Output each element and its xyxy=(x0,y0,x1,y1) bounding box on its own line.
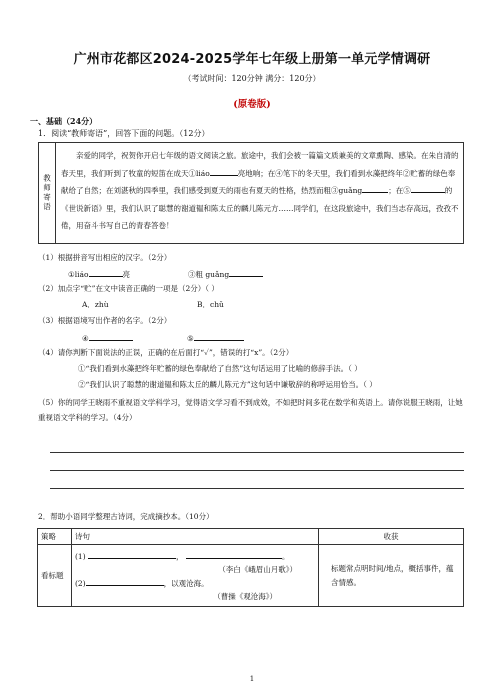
answer-a-suffix: 亮 xyxy=(122,270,131,279)
edition-tag: (原卷版) xyxy=(233,99,271,110)
passage-part-1: 亲爱的同学，祝贺你开启七年级的语文阅读之旅。旅途中，我们会被一篇篇文质兼美的文章熏陶、感染。在朱自清的春天里，我们听到了牧童的短笛在成天①liáo xyxy=(61,151,459,178)
author-5-blank[interactable] xyxy=(194,331,244,341)
poem-blank-1b[interactable] xyxy=(186,549,282,559)
author-4 xyxy=(82,331,133,343)
page-number: 1 xyxy=(249,675,255,683)
poem-blank-1a[interactable] xyxy=(88,549,176,559)
sub-question-1-answers xyxy=(68,267,130,280)
passage-part-4: 的《世说新语》里，我们认识了聪慧的谢道韫和陈太丘的麟儿陈元方……同学们，在这段旅途中，我们当志存高远，孜孜不倦，用奋斗书写自己的青春答卷！ xyxy=(61,186,459,230)
passage-part-2: 亮地响；在④笔下的冬天里，我们看到水藻把终年②贮蓄的绿色奉献给了自然；在刘湛秋的四季里，我们感受到夏天的雨也有夏天的性格，热烈而粗③guǎng xyxy=(61,168,456,195)
harvest-cell: 标题常点明时间/地点，概括事件，蕴含情感。 xyxy=(319,545,464,607)
author-4-blank[interactable] xyxy=(89,331,133,341)
poem-notebook-table xyxy=(37,528,464,607)
option-a[interactable]: A．zhù xyxy=(82,300,109,309)
sub-question-5: （5）你的同学王晓雨不重视语文学科学习，觉得语文学习看不到成效，不如把时间多花在数学和英语上。请你说服王晓雨，让她重视语文学科的学习。（4分） xyxy=(38,398,463,422)
sub-question-3: （3）根据语境写出作者的名字。（2分） xyxy=(38,316,172,325)
blank-1[interactable] xyxy=(210,166,238,176)
sub-question-1: （1）根据拼音写出相应的汉字。（2分） xyxy=(38,253,172,262)
sub-question-1-answer-b xyxy=(188,267,263,280)
line-2-end: ，以观沧海。 xyxy=(163,578,209,588)
answer-line-3[interactable] xyxy=(50,488,464,489)
row-label: 看标题 xyxy=(38,545,72,607)
line-1-source: （李白《峨眉山月歌》） xyxy=(218,564,297,574)
col-harvest: 收获 xyxy=(319,529,464,545)
col-poem: 诗句 xyxy=(72,529,319,545)
passage-part-3: ；在⑤ xyxy=(388,186,411,195)
answer-line-1[interactable] xyxy=(50,452,464,453)
box-label-cell xyxy=(39,143,56,243)
box-label: 教师寄语 xyxy=(42,174,52,212)
answer-b-blank[interactable] xyxy=(229,267,263,277)
line-2-source: （曹操《观沧海》） xyxy=(213,591,277,601)
exam-info: （考试时间：120分钟 满分：120分） xyxy=(183,74,321,83)
blank-5[interactable] xyxy=(411,183,445,193)
answer-a-blank[interactable] xyxy=(89,267,123,277)
line-1-separator: ， xyxy=(176,551,184,561)
judgement-2: ②“我们认识了聪慧的谢道韫和陈太丘的麟儿陈元方”这句话中谦敬辞的称呼运用恰当。（ ） xyxy=(78,380,377,389)
sub-question-4: （4）请你判断下面说法的正误，正确的在后面打“✓”，错误的打“x”。（2分） xyxy=(38,348,294,357)
poem-blank-2[interactable] xyxy=(86,576,164,586)
answer-a-label: ①liáo xyxy=(68,270,89,279)
section-heading: 一、基础（24分） xyxy=(30,116,98,126)
line-2-number: (2) xyxy=(75,578,86,588)
teacher-message-passage xyxy=(61,147,459,235)
line-1-number: (1) xyxy=(75,551,86,561)
blank-3[interactable] xyxy=(362,183,388,193)
line-1-end: 。 xyxy=(281,551,290,561)
option-b[interactable]: B．chǔ xyxy=(197,300,224,309)
question-2-stem: 2．帮助小语同学整理古诗词，完成摘抄本。（10分） xyxy=(38,512,214,521)
col-strategy: 策略 xyxy=(38,529,72,545)
poem-lines-cell xyxy=(72,545,319,607)
page-title: 广州市花都区2024-2025学年七年级上册第一单元学情调研 xyxy=(73,52,431,67)
teacher-message-box xyxy=(38,142,464,244)
answer-line-2[interactable] xyxy=(50,470,464,471)
author-5-label: ⑤ xyxy=(187,334,194,343)
author-4-label: ④ xyxy=(82,334,89,343)
sub-question-2: （2）加点字“贮”在文中读音正确的一项是（2分）（ ） xyxy=(38,284,219,293)
author-5 xyxy=(187,331,244,343)
judgement-1: ①“我们看到水藻把终年贮蓄的绿色奉献给了自然”这句话运用了比喻的修辞手法。（ ） xyxy=(78,364,362,373)
question-1-stem: 1．阅读“教师寄语”，回答下面的问题。（12分） xyxy=(38,129,210,138)
answer-b-label: ③粗 guǎng xyxy=(188,270,230,279)
